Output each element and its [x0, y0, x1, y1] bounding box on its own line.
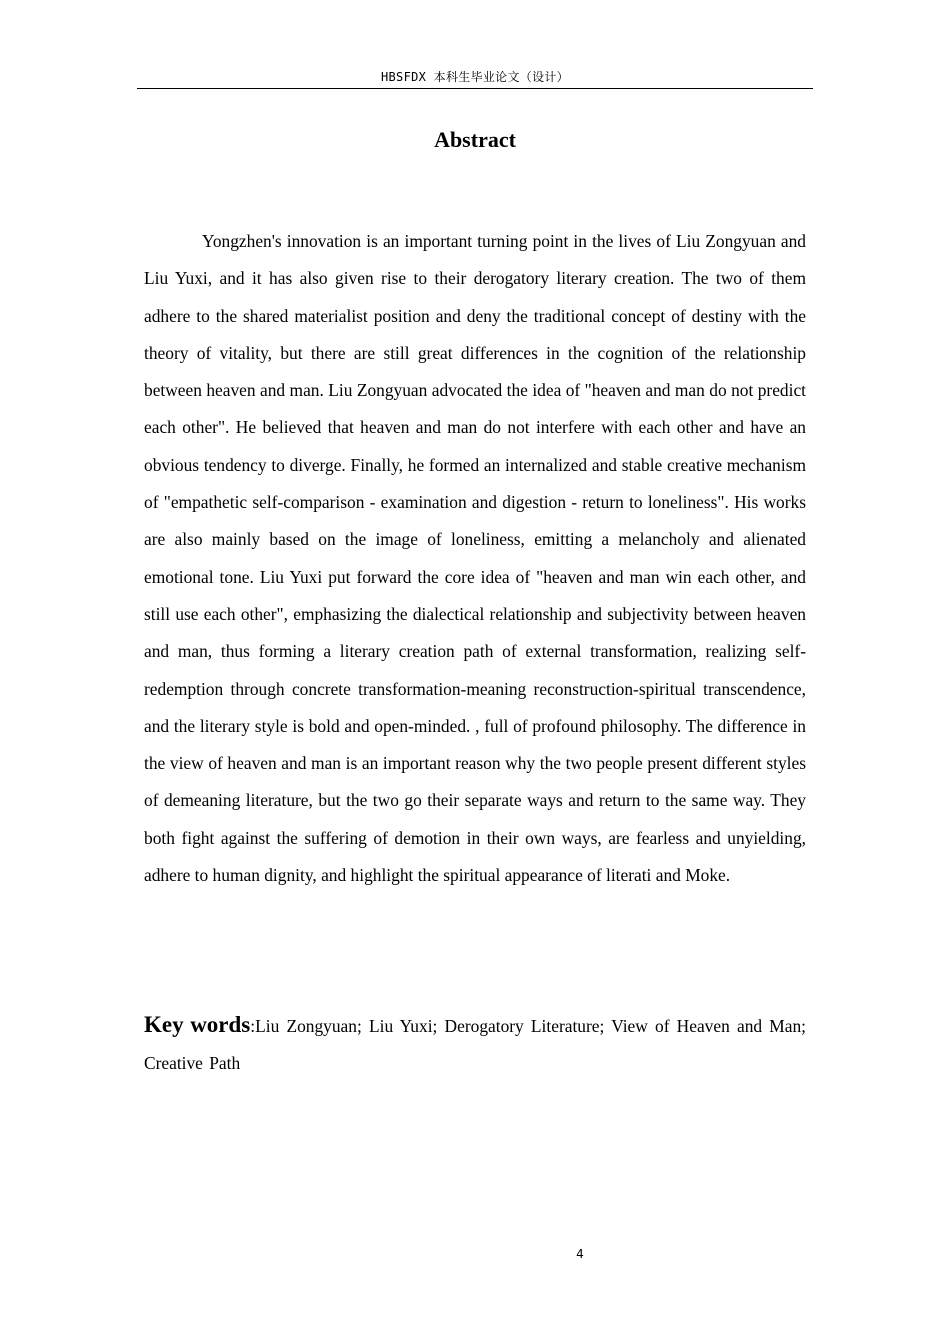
abstract-title: Abstract: [434, 127, 516, 152]
keywords-separator: :: [250, 1016, 256, 1036]
keywords-list: Liu Zongyuan; Liu Yuxi; Derogatory Literature; View of Heaven and Man; Creative Path: [144, 1016, 806, 1073]
keywords-paragraph: [144, 1006, 806, 1082]
abstract-body: Yongzhen's innovation is an important turning point in the lives of Liu Zongyuan and Liu Yuxi, and it has also given rise to their derogatory literary creation. The two of them adhere to the shared materialist position and deny the traditional concept of destiny with the theory of vitality, but there are still great differences in the cognition of the relationship between heaven and man. Liu Zongyuan advocated the idea of "heaven and man do not predict each other". He believed that heaven and man do not interfere with each other and have an obvious tendency to diverge. Finally, he formed an internalized and stable creative mechanism of "empathetic self-comparison - examination and digestion - return to loneliness". His works are also mainly based on the image of loneliness, emitting a melancholy and alienated emotional tone. Liu Yuxi put forward the core idea of "heaven and man win each other, and still use each other", emphasizing the dialectical relationship and subjectivity between heaven and man, thus forming a literary creation path of external transformation, realizing self-redemption through concrete transformation-meaning reconstruction-spiritual transcendence, and the literary style is bold and open-minded. , full of profound philosophy. The difference in the view of heaven and man is an important reason why the two people present different styles of demeaning literature, but the two go their separate ways and return to the same way. They both fight against the suffering of demotion in their own ways, are fearless and unyielding, adhere to human dignity, and highlight the spiritual appearance of literati and Moke.: [144, 231, 806, 886]
page-header: [137, 68, 813, 89]
keywords-label: Key words: [144, 1012, 251, 1037]
page-number: 4: [576, 1247, 584, 1261]
header-text: HBSFDX 本科生毕业论文（设计）: [381, 70, 569, 84]
